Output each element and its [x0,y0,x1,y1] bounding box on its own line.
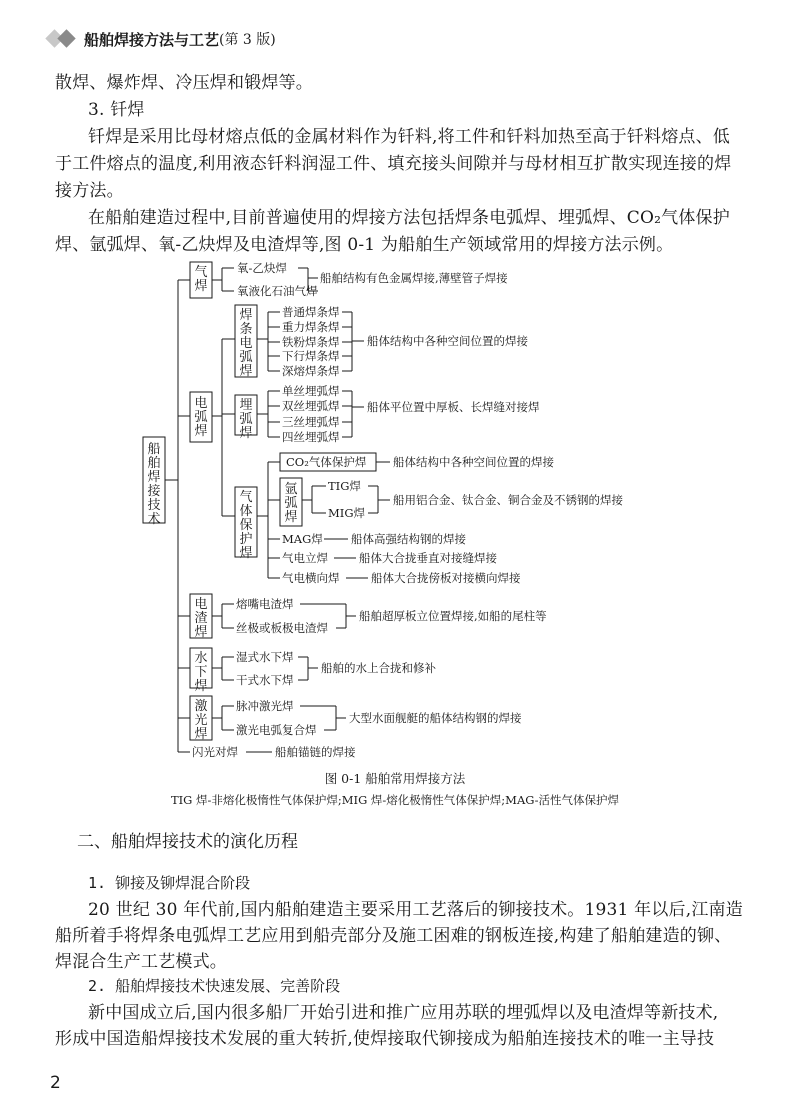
gas-shielded-label: 气体保护焊 [239,490,253,561]
co2-use: 船体结构中各种空间位置的焊接 [393,455,554,469]
subsection-heading: 3. 钎焊 [88,100,145,120]
argon-arc-label: 氩弧焊 [284,482,298,525]
underwater-item: 干式水下焊 [236,673,294,687]
body-line: 焊混合生产工艺模式。 [55,952,227,972]
electrode-arc-item: 下行焊条焊 [282,349,340,363]
electroslag-label: 电渣焊 [194,597,208,640]
subsection-heading: 2. 船舶焊接技术快速发展、完善阶段 [88,977,341,995]
submerged-arc-item: 双丝埋弧焊 [282,399,340,413]
gas-weld-label: 气焊 [194,265,208,294]
submerged-arc-use: 船体平位置中厚板、长焊缝对接焊 [367,400,540,414]
underwater-item: 湿式水下焊 [236,650,294,664]
body-line: 形成中国造船焊接技术发展的重大转折,使焊接取代铆接成为船舶连接技术的唯一主导技 [55,1029,715,1049]
electroslag-use: 船舶超厚板立位置焊接,如船的尾柱等 [359,609,547,623]
mag-use: 船体高强结构钢的焊接 [351,532,466,546]
electrode-arc-item: 普通焊条焊 [282,305,340,319]
laser-label: 激光焊 [194,699,208,742]
co2-label: CO₂气体保护焊 [286,455,367,469]
electrode-arc-item: 深熔焊条焊 [282,364,340,378]
gas-weld-use: 船舶结构有色金属焊接,薄壁管子焊接 [320,271,508,285]
electroslag-item: 丝极或板极电渣焊 [236,621,328,635]
electrode-arc-item: 重力焊条焊 [282,320,340,334]
figure-caption: 图 0-1 船舶常用焊接方法 [324,771,466,786]
tig-label: TIG焊 [328,479,361,493]
body-line: 船所着手将焊条电弧焊工艺应用到船壳部分及施工困难的钢板连接,构建了船舶建造的铆、 [55,926,732,946]
body-line: 在船舶建造过程中,目前普遍使用的焊接方法包括焊条电弧焊、埋弧焊、CO₂气体保护 [88,208,730,228]
root-label: 船舶焊接技术 [147,442,161,527]
body-line: 接方法。 [55,181,124,201]
flash-use: 船舶锚链的焊接 [275,745,356,759]
submerged-arc-item: 四丝埋弧焊 [282,430,340,444]
laser-item: 脉冲激光焊 [236,699,294,713]
laser-use: 大型水面舰艇的船体结构钢的焊接 [349,711,522,725]
mag-label: MAG焊 [282,532,323,546]
electrode-arc-use: 船体结构中各种空间位置的焊接 [367,334,528,348]
page-number: 2 [50,1073,61,1093]
mig-label: MIG焊 [328,506,366,520]
section-heading: 二、船舶焊接技术的演化历程 [77,832,298,852]
underwater-use: 船舶的水上合拢和修补 [321,661,436,675]
eghw-use: 船体大合拢傍板对接横向焊接 [371,571,521,585]
body-line: 散焊、爆炸焊、冷压焊和锻焊等。 [55,73,313,93]
electrode-arc-label: 焊条电弧焊 [239,308,253,379]
book-edition: (第 3 版) [219,32,276,48]
electrode-arc-item: 铁粉焊条焊 [282,335,340,349]
egw-label: 气电立焊 [282,551,328,565]
arc-weld-label: 电弧焊 [194,396,208,439]
body-line: 焊、氩弧焊、氧-乙炔焊及电渣焊等,图 0-1 为船舶生产领域常用的焊接方法示例。 [55,235,674,255]
submerged-arc-item: 单丝埋弧焊 [282,384,340,398]
submerged-arc-label: 埋弧焊 [239,398,253,441]
laser-item: 激光电弧复合焊 [236,723,317,737]
body-line: 20 世纪 30 年代前,国内船舶建造主要采用工艺落后的铆接技术。1931 年以后,江南造 [88,900,743,920]
subsection-heading: 1. 铆接及铆焊混合阶段 [88,874,251,892]
book-title: 船舶焊接方法与工艺 [84,30,220,49]
underwater-label: 水下焊 [194,651,208,694]
argon-arc-use: 船用铝合金、钛合金、铜合金及不锈钢的焊接 [393,493,623,507]
gas-weld-item: 氧-乙炔焊 [237,261,287,275]
submerged-arc-item: 三丝埋弧焊 [282,415,340,429]
body-line: 于工件熔点的温度,利用液态钎料润湿工件、填充接头间隙并与母材相互扩散实现连接的焊 [55,154,732,174]
egw-use: 船体大合拢垂直对接缝焊接 [359,551,497,565]
body-line: 新中国成立后,国内很多船厂开始引进和推广应用苏联的埋弧焊以及电渣焊等新技术, [88,1003,719,1023]
gas-weld-item: 氧液化石油气焊 [237,284,318,298]
eghw-label: 气电横向焊 [282,571,340,585]
body-line: 钎焊是采用比母材熔点低的金属材料作为钎料,将工件和钎料加热至高于钎料熔点、低 [88,127,731,147]
flash-label: 闪光对焊 [192,745,238,759]
electroslag-item: 熔嘴电渣焊 [236,597,294,611]
figure-note: TIG 焊-非熔化极惰性气体保护焊;MIG 焊-熔化极惰性气体保护焊;MAG-活性气体保护焊 [170,793,620,807]
